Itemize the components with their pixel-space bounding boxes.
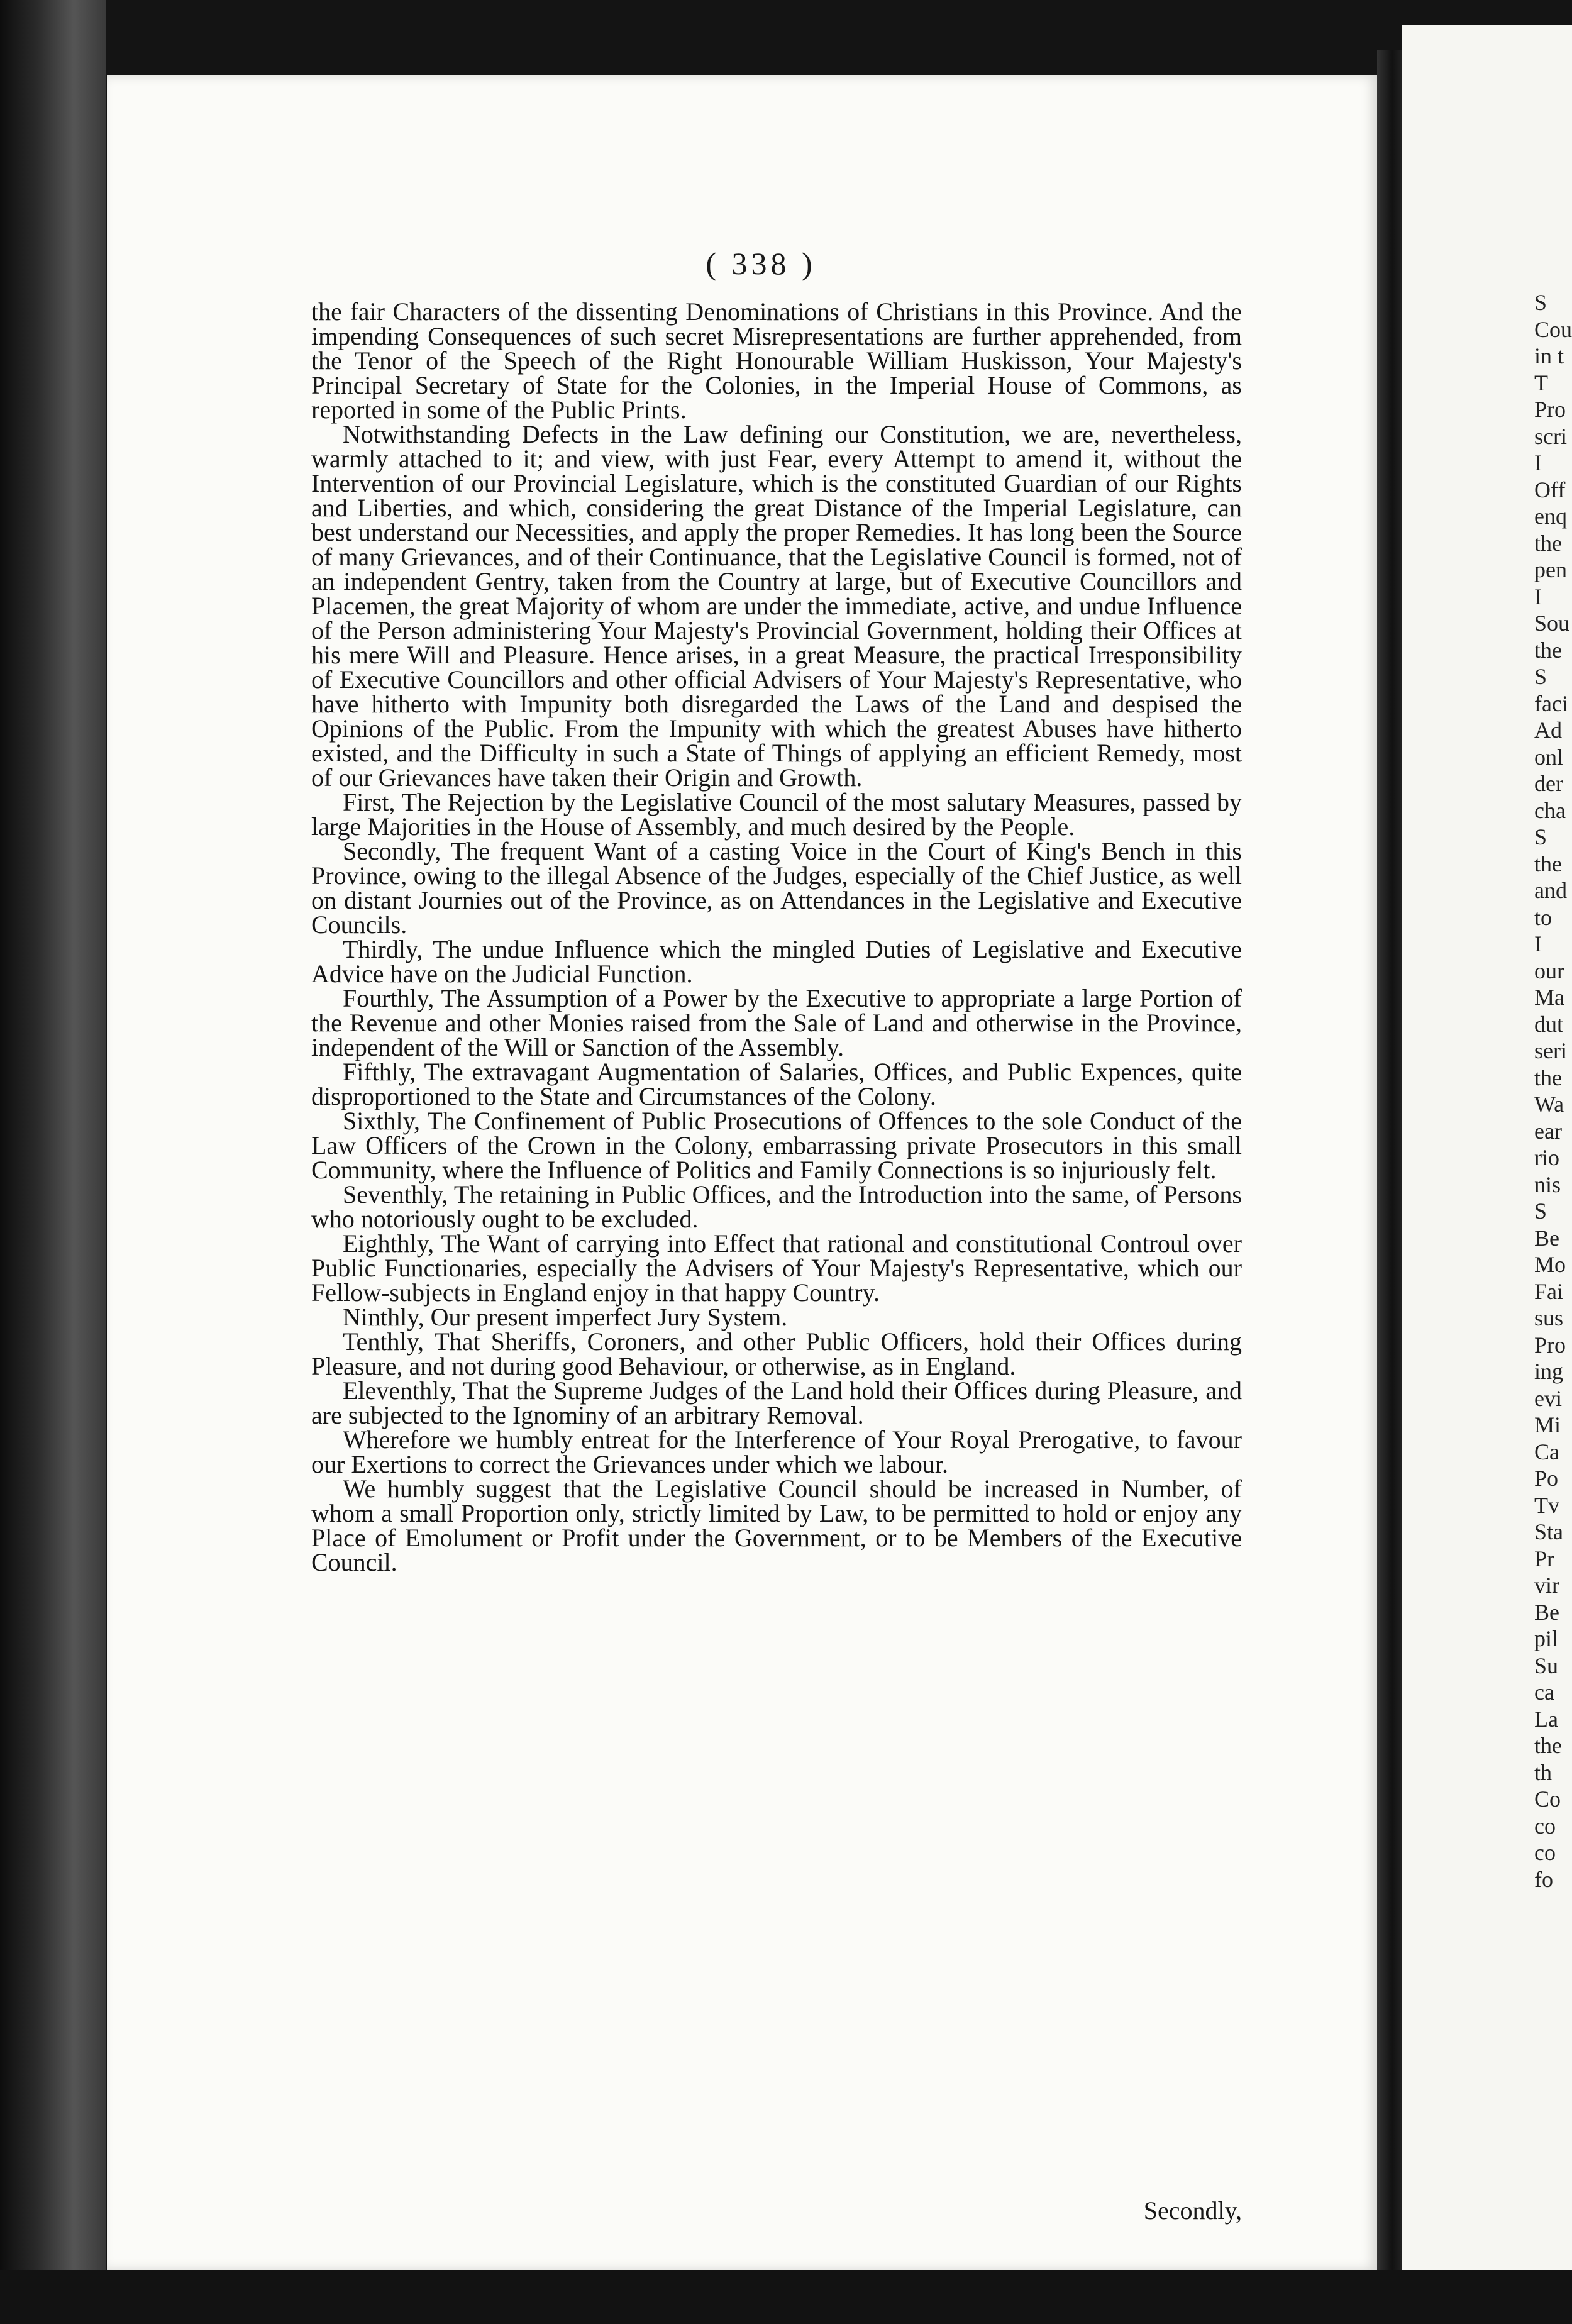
adjacent-page-fragment: evi	[1534, 1385, 1562, 1411]
book-spine-left	[0, 0, 106, 2324]
adjacent-page-fragment: Off	[1534, 477, 1566, 502]
adjacent-page-fragment: ca	[1534, 1679, 1554, 1705]
adjacent-page-fragment: Su	[1534, 1652, 1559, 1678]
adjacent-page-fragment: nis	[1534, 1171, 1561, 1197]
adjacent-page-fragment: Fai	[1534, 1278, 1564, 1304]
adjacent-page-fragment: the	[1534, 851, 1562, 877]
paragraph: Sixthly, The Confinement of Public Prosecutions of Offences to the sole Conduct of the Law Officers of the Crown in the Colony, embarrassing private Prosecutors in this small Community, where the Influence of Politics and Family Connections is so injuriously felt.	[311, 1107, 1242, 1184]
paragraph: We humbly suggest that the Legislative Council should be increased in Number, of whom a small Proportion only, strictly limited by Law, to be permitted to hold or enjoy any Place of Emolument or Profit under the Government, or to be Members of the Executive Council.	[311, 1475, 1242, 1576]
adjacent-page-fragment: T	[1534, 370, 1548, 396]
paragraph: Secondly, The frequent Want of a casting Voice in the Court of King's Bench in this Province, owing to the illegal Absence of the Judges, especially of the Chief Justice, as well on distant Journies out of the Province, as on Attendances in the Legislative and Executive Councils.	[311, 837, 1242, 939]
adjacent-page-fragment: pen	[1534, 557, 1567, 582]
scan-bottom-edge	[0, 2270, 1572, 2324]
adjacent-page-fragment: pil	[1534, 1626, 1559, 1651]
paragraph: Notwithstanding Defects in the Law defining our Constitution, we are, nevertheless, warmly attached to it; and view, with just Fear, every Attempt to amend it, without the Intervention of our Provincial Legislature, which is the constituted Guardian of our Rights and Liberties, and which, considering the great Distance of the Imperial Legislature, can best understand our Necessities, and apply the proper Remedies. It has long been the Source of many Grievances, and of their Continuance, that the Legislative Council is formed, not of an independent Gentry, taken from the Country at large, but of Executive Councillors and Placemen, the great Majority of whom are under the immediate, active, and undue Influence of the Person administering Your Majesty's Provincial Government, holding their Offices at his mere Will and Pleasure. Hence arises, in a great Measure, the practical Irresponsibility of Executive Councillors and other official Advisers of Your Majesty's Representative, who have hitherto with Impunity both disregarded the Laws of the Land and despised the Opinions of the Public. From the Impunity with which the greatest Abuses have hitherto existed, and the Difficulty in such a State of Things of applying an efficient Remedy, most of our Grievances have taken their Origin and Growth.	[311, 420, 1242, 792]
adjacent-page-fragment: Pro	[1534, 397, 1566, 422]
paragraph: First, The Rejection by the Legislative Council of the most salutary Measures, passed by large Majorities in the House of Assembly, and much desired by the People.	[311, 788, 1242, 841]
adjacent-page-fragment: Be	[1534, 1225, 1559, 1251]
adjacent-page-fragment: in t	[1534, 343, 1564, 368]
paragraph: Ninthly, Our present imperfect Jury System.	[343, 1303, 788, 1331]
adjacent-page-fragment: La	[1534, 1706, 1558, 1732]
adjacent-page-fragment: our	[1534, 958, 1564, 983]
adjacent-page-fragment: co	[1534, 1840, 1556, 1865]
adjacent-page-fragment: Ad	[1534, 717, 1562, 743]
adjacent-page-fragment: Tv	[1534, 1492, 1559, 1518]
adjacent-page-fragment: rio	[1534, 1145, 1559, 1170]
adjacent-page-fragment: the	[1534, 1733, 1562, 1758]
page-number: ( 338 )	[706, 246, 816, 281]
body-text	[311, 297, 1242, 2225]
adjacent-page-fragment: scri	[1534, 423, 1567, 449]
adjacent-page-fragment: th	[1534, 1759, 1553, 1785]
adjacent-page-fragment: Sou	[1534, 611, 1570, 636]
adjacent-page-fragment: der	[1534, 771, 1563, 796]
adjacent-page-fragment: ing	[1534, 1359, 1564, 1384]
paragraph: Seventhly, The retaining in Public Offices, and the Introduction into the same, of Persons who notoriously ought to be excluded.	[311, 1180, 1242, 1233]
adjacent-page-fragment: Be	[1534, 1599, 1559, 1625]
adjacent-page-fragment: Co	[1534, 1786, 1561, 1812]
adjacent-page-fragment: seri	[1534, 1038, 1567, 1063]
adjacent-page-fragment: I	[1534, 584, 1542, 609]
adjacent-page-fragment: Pro	[1534, 1332, 1566, 1358]
book-gutter	[1377, 50, 1402, 2289]
adjacent-page-fragment: the	[1534, 637, 1562, 663]
adjacent-page-fragments	[1402, 25, 1572, 2289]
adjacent-page-fragment: S	[1534, 664, 1547, 689]
paragraph: Thirdly, The undue Influence which the mingled Duties of Legislative and Executive Advice have on the Judicial Function.	[311, 935, 1242, 988]
paragraph: the fair Characters of the dissenting Denominations of Christians in this Province. And the impending Consequences of such secret Misrepresentations are further apprehended, from the Tenor of the Speech of the Right Honourable William Huskisson, Your Majesty's Principal Secretary of State for the Colonies, in the Imperial House of Commons, as reported in some of the Public Prints.	[311, 297, 1242, 424]
adjacent-page-fragment: Ca	[1534, 1439, 1559, 1464]
paragraph: Wherefore we humbly entreat for the Interference of Your Royal Prerogative, to favour our Exertions to correct the Grievances under which we labour.	[311, 1425, 1242, 1478]
adjacent-page-fragment: dut	[1534, 1011, 1564, 1037]
adjacent-page-fragment: Pr	[1534, 1546, 1555, 1571]
adjacent-page-fragment: Sta	[1534, 1519, 1564, 1544]
paragraph-list	[311, 299, 1242, 1574]
adjacent-page-fragment: Mi	[1534, 1412, 1561, 1437]
adjacent-page-fragment: and	[1534, 878, 1567, 903]
adjacent-page-fragment: I	[1534, 931, 1542, 956]
adjacent-page-fragment: cha	[1534, 797, 1566, 823]
adjacent-page-fragment: Po	[1534, 1466, 1559, 1491]
catchword: Secondly,	[1143, 2196, 1242, 2225]
paragraph: Fourthly, The Assumption of a Power by the Executive to appropriate a large Portion of the Revenue and other Monies raised from the Sale of Land and otherwise in the Province, independent of the Will or Sanction of the Assembly.	[311, 984, 1242, 1061]
adjacent-page-fragment: fo	[1534, 1866, 1553, 1892]
adjacent-page-fragment: S	[1534, 290, 1547, 315]
adjacent-page-fragment: the	[1534, 530, 1562, 556]
adjacent-page-fragment: co	[1534, 1813, 1556, 1839]
adjacent-page-fragment: S	[1534, 1198, 1547, 1224]
adjacent-page-fragment: Ma	[1534, 985, 1564, 1010]
adjacent-page-fragment: vir	[1534, 1573, 1559, 1598]
paragraph: Tenthly, That Sheriffs, Coroners, and other Public Officers, hold their Offices during Pleasure, and not during good Behaviour, or otherwise, as in England.	[311, 1327, 1242, 1380]
paragraph: Eleventhly, That the Supreme Judges of the Land hold their Offices during Pleasure, and are subjected to the Ignominy of an arbitrary Removal.	[311, 1376, 1242, 1429]
adjacent-page-fragment: Cou	[1534, 316, 1572, 342]
adjacent-page-fragment: I	[1534, 450, 1542, 475]
adjacent-page-fragment: enq	[1534, 504, 1567, 529]
adjacent-page	[1402, 25, 1572, 2289]
adjacent-page-fragment: ear	[1534, 1118, 1562, 1144]
adjacent-page-fragment: faci	[1534, 690, 1568, 716]
adjacent-page-fragment: Mo	[1534, 1252, 1566, 1277]
adjacent-page-fragment: S	[1534, 824, 1547, 849]
adjacent-page-fragment: Wa	[1534, 1092, 1564, 1117]
paragraph: Fifthly, The extravagant Augmentation of Salaries, Offices, and Public Expences, quite disproportioned to the State and Circumstances of the Colony.	[311, 1058, 1242, 1110]
adjacent-page-fragment: the	[1534, 1065, 1562, 1090]
adjacent-page-fragment: onl	[1534, 744, 1564, 770]
adjacent-page-fragment: to	[1534, 904, 1553, 930]
paragraph: Eighthly, The Want of carrying into Effect that rational and constitutional Controul over Public Functionaries, especially the Advisers of Your Majesty's Representative, which our Fellow-subjects in England enjoy in that happy Country.	[311, 1229, 1242, 1307]
adjacent-page-fragment: sus	[1534, 1305, 1564, 1331]
